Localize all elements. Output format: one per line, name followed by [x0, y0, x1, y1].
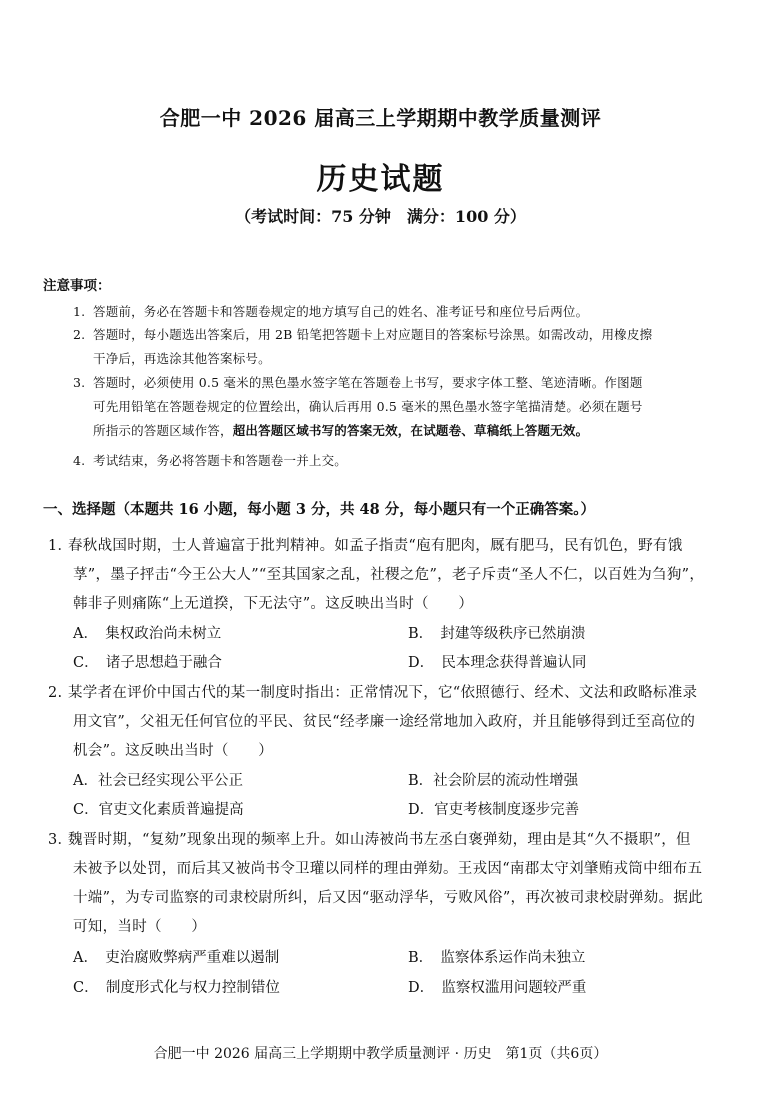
- note-number: 1.: [73, 304, 86, 319]
- notes-heading: 注意事项：: [43, 278, 111, 294]
- note-3: [73, 373, 643, 391]
- question-number: 3．: [48, 832, 73, 848]
- note-2-continued: 干净后，再选涂其他答案标号。: [93, 351, 271, 366]
- question-2-line-1: [48, 681, 697, 702]
- note-emphasis: 超出答题区域书写的答案无效，在试题卷、草稿纸上答题无效。: [232, 423, 589, 438]
- note-text: 答题前，务必在答题卡和答题卷规定的地方填写自己的姓名、准考证号和座位号后两位。: [93, 304, 589, 319]
- note-text: 答题时，必须使用 0.5 毫米的黑色墨水签字笔在答题卷上书写，要求字体工整、笔迹清晰。作图题: [93, 375, 643, 390]
- subject-title: 历史试题: [316, 162, 445, 197]
- note-text: 答题时，每小题选出答案后，用 2B 铅笔把答题卡上对应题目的答案标号涂黑。如需改动，用橡皮擦: [93, 327, 653, 342]
- note-1: [73, 302, 588, 320]
- question-1-line-2: 莩”，墨子抨击“今王公大人”“至其国家之乱，社稷之危”，老子斥责“圣人不仁，以百姓为刍狗”，: [73, 567, 705, 583]
- question-1-option-b: B． 封建等级秩序已然崩溃: [408, 626, 586, 642]
- question-3-line-1: [48, 828, 691, 849]
- question-2-option-d: D．官吏考核制度逐步完善: [408, 802, 580, 818]
- question-text: 魏晋时期，“复劾”现象出现的频率上升。如山涛被尚书左丞白褒弹劾，理由是其“久不摄职”，但: [68, 832, 691, 848]
- question-number: 2.: [48, 685, 63, 701]
- note-text: 考试结束，务必将答题卡和答题卷一并上交。: [93, 453, 348, 468]
- note-text: 所指示的答题区域作答，: [93, 423, 233, 438]
- section-heading: 一、选择题（本题共 16 小题，每小题 3 分，共 48 分，每小题只有一个正确答案。）: [43, 501, 595, 518]
- question-2-option-b: B．社会阶层的流动性增强: [408, 773, 579, 789]
- question-3-line-4: 可知，当时（ ）: [73, 919, 207, 935]
- question-3-option-d: D． 监察权滥用问题较严重: [408, 980, 587, 996]
- note-3-continued-2: [93, 421, 588, 439]
- note-3-continued: 可先用铅笔在答题卷规定的位置绘出，确认后再用 0.5 毫米的黑色墨水签字笔描清楚。必须在题号: [93, 399, 643, 414]
- note-2: [73, 325, 652, 343]
- question-1-line-3: 韩非子则痛陈“上无道揆，下无法守”。这反映出当时（ ）: [73, 596, 474, 612]
- question-text: 某学者在评价中国古代的某一制度时指出：正常情况下，它“依照德行、经术、文法和政略标准录: [68, 685, 698, 701]
- note-number: 2.: [73, 327, 86, 342]
- question-number: 1．: [48, 538, 73, 554]
- question-2-option-c: C．官吏文化素质普遍提高: [73, 802, 244, 818]
- question-1-option-a: A． 集权政治尚未树立: [73, 626, 222, 642]
- question-3-option-c: C． 制度形式化与权力控制错位: [73, 980, 280, 996]
- question-text: 春秋战国时期，士人普遍富于批判精神。如孟子指责“庖有肥肉，厩有肥马，民有饥色，野有饿: [68, 538, 683, 554]
- question-1-line-1: [48, 534, 683, 555]
- question-3-option-a: A． 吏治腐败弊病严重难以遏制: [73, 950, 280, 966]
- question-3-line-3: 十端”，为专司监察的司隶校尉所纠，后又因“驱动浮华，亏败风俗”，再次被司隶校尉弹劾。据此: [73, 890, 703, 906]
- exam-info: （考试时间：75 分钟 满分：100 分）: [235, 207, 526, 226]
- question-2-line-3: 机会”。这反映出当时（ ）: [73, 743, 274, 759]
- question-1-option-d: D． 民本理念获得普遍认同: [408, 655, 587, 671]
- question-1-option-c: C． 诸子思想趋于融合: [73, 655, 222, 671]
- question-3-option-b: B． 监察体系运作尚未独立: [408, 950, 586, 966]
- exam-title: 合肥一中 2026 届高三上学期期中教学质量测评: [159, 106, 602, 130]
- note-number: 3.: [73, 375, 86, 390]
- question-2-line-2: 用文官”，父祖无任何官位的平民、贫民“经孝廉一途经常地加入政府，并且能够得到迁至高位的: [73, 714, 696, 730]
- note-number: 4.: [73, 453, 86, 468]
- question-3-line-2: 未被予以处罚，而后其又被尚书令卫瓘以同样的理由弹劾。王戎因“南郡太守刘肇贿戎筒中细布五: [73, 861, 703, 877]
- page-footer: 合肥一中 2026 届高三上学期期中教学质量测评 · 历史 第1页（共6页）: [153, 1046, 608, 1062]
- question-2-option-a: A．社会已经实现公平公正: [73, 773, 243, 789]
- note-4: [73, 451, 347, 469]
